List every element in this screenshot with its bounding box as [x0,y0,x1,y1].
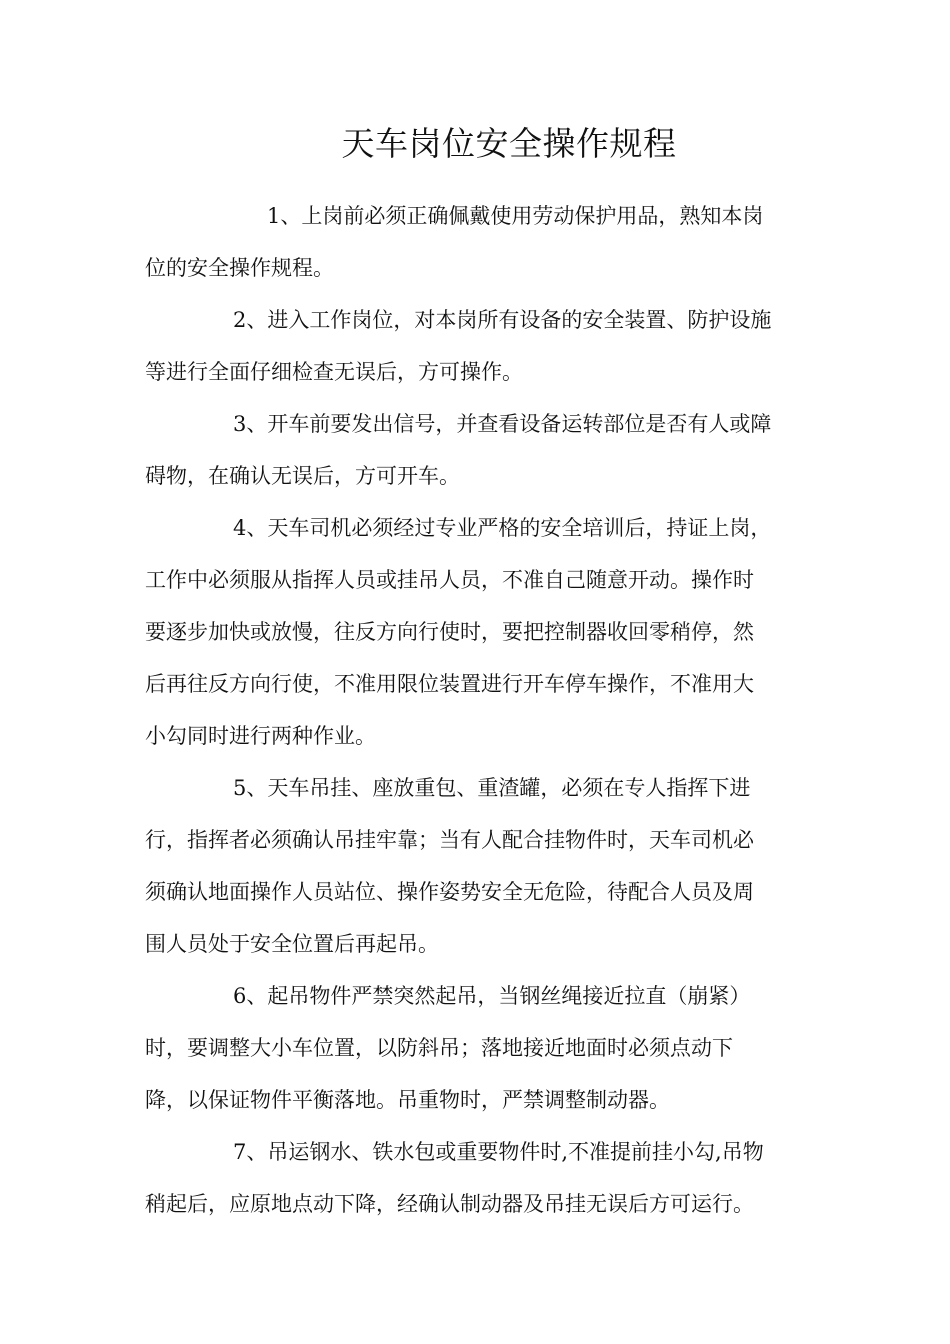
item-4-line-1: 4、天车司机必须经过专业严格的安全培训后，持证上岗， [233,516,772,540]
item-3-line-1: 3、开车前要发出信号，并查看设备运转部位是否有人或障 [233,412,772,436]
item-4-line-3: 要逐步加快或放慢，往反方向行使时，要把控制器收回零稍停，然 [145,620,754,644]
item-5-line-2: 行，指挥者必须确认吊挂牢靠；当有人配合挂物件时，天车司机必 [145,828,754,852]
item-5-line-4: 围人员处于安全位置后再起吊。 [145,932,439,956]
document-body [145,190,805,1230]
item-2-line-1: 2、进入工作岗位，对本岗所有设备的安全装置、防护设施 [233,308,772,332]
item-7-line-1: 7、吊运钢水、铁水包或重要物件时,不准提前挂小勾,吊物 [233,1140,764,1164]
item-1-line-1: 1、上岗前必须正确佩戴使用劳动保护用品，熟知本岗 [267,204,764,228]
item-6-line-1: 6、起吊物件严禁突然起吊，当钢丝绳接近拉直（崩紧） [233,984,751,1008]
item-4-line-5: 小勾同时进行两种作业。 [145,724,376,748]
item-6-line-3: 降，以保证物件平衡落地。吊重物时，严禁调整制动器。 [145,1088,670,1112]
item-4-line-2: 工作中必须服从指挥人员或挂吊人员，不准自己随意开动。操作时 [145,568,754,592]
item-5-line-3: 须确认地面操作人员站位、操作姿势安全无危险，待配合人员及周 [145,880,754,904]
item-2-line-2: 等进行全面仔细检查无误后，方可操作。 [145,360,523,384]
item-3-line-2: 碍物，在确认无误后，方可开车。 [145,464,460,488]
item-1-line-2: 位的安全操作规程。 [145,256,334,280]
item-6-line-2: 时，要调整大小车位置，以防斜吊；落地接近地面时必须点动下 [145,1036,733,1060]
item-4-line-4: 后再往反方向行使，不准用限位装置进行开车停车操作，不准用大 [145,672,754,696]
item-5-line-1: 5、天车吊挂、座放重包、重渣罐，必须在专人指挥下进 [233,776,751,800]
item-7-line-2: 稍起后，应原地点动下降，经确认制动器及吊挂无误后方可运行。 [145,1192,754,1216]
document-title: 天车岗位安全操作规程 [341,124,677,163]
